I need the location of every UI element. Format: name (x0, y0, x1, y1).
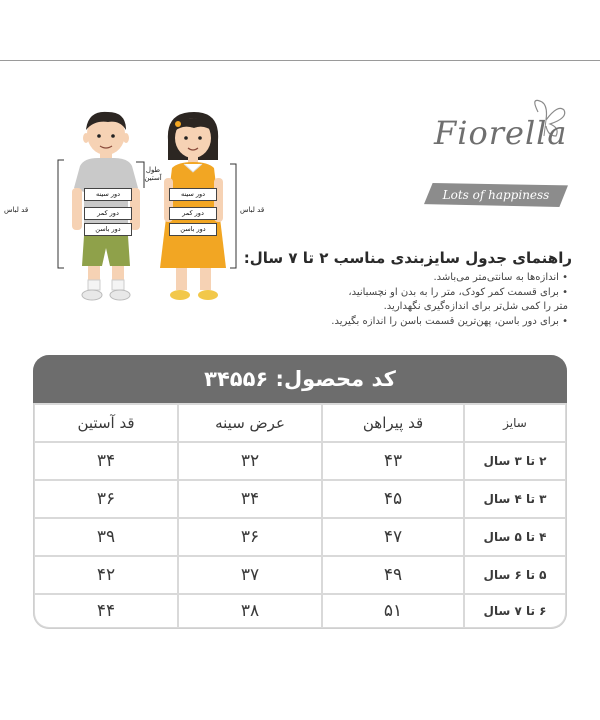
row-sleeve-length: ۴۴ (35, 595, 177, 627)
boy-length-label: قد لباس (4, 206, 29, 214)
row-dress-length: ۴۳ (323, 443, 463, 479)
row-dress-length: ۴۷ (323, 519, 463, 555)
sleeve-length-label: طول آستین (144, 166, 162, 182)
girl-waist-tag: دور کمر (169, 207, 217, 220)
row-size: ۶ تا ۷ سال (465, 595, 565, 627)
row-sleeve-length: ۳۴ (35, 443, 177, 479)
boy-chest-tag: دور سینه (84, 188, 132, 201)
row-size: ۵ تا ۶ سال (465, 557, 565, 593)
table-header-band (33, 355, 567, 403)
row-sleeve-length: ۳۶ (35, 481, 177, 517)
row-chest-width: ۳۶ (179, 519, 321, 555)
girl-chest-tag: دور سینه (169, 188, 217, 201)
brand-tagline: Lots of happiness (442, 188, 550, 202)
row-sleeve-length: ۳۹ (35, 519, 177, 555)
row-chest-width: ۳۲ (179, 443, 321, 479)
row-size: ۲ تا ۳ سال (465, 443, 565, 479)
note-line: • برای قسمت کمر کودک، متر را به بدن او نچسبانید، (348, 286, 568, 298)
boy-figure (72, 112, 140, 300)
row-dress-length: ۴۵ (323, 481, 463, 517)
header-dress-length: قد پیراهن (323, 405, 463, 441)
size-illustration (4, 108, 266, 306)
size-table (33, 355, 567, 629)
girl-length-label: قد لباس (240, 206, 265, 214)
row-dress-length: ۵۱ (323, 595, 463, 627)
girl-figure (160, 112, 226, 300)
boy-waist-tag: دور کمر (84, 207, 132, 220)
row-chest-width: ۳۴ (179, 481, 321, 517)
row-size: ۴ تا ۵ سال (465, 519, 565, 555)
table-grid (33, 403, 567, 629)
top-divider (0, 60, 600, 61)
guide-title: راهنمای جدول سایزبندی مناسب ۲ تا ۷ سال: (243, 249, 572, 267)
row-size: ۳ تا ۴ سال (465, 481, 565, 517)
note-line: متر را کمی شل‌تر برای اندازه‌گیری نگهدارید. (383, 301, 568, 312)
brand-name: Fiorella (434, 114, 568, 152)
boy-hip-tag: دور باسن (84, 223, 132, 236)
product-code: کد محصول: ۳۴۵۵۶ (204, 367, 396, 391)
note-line: • برای دور باسن، پهن‌ترین قسمت باسن را اندازه بگیرید. (331, 315, 568, 327)
guide-notes (268, 271, 568, 329)
header-size: سایز (465, 405, 565, 441)
note-line: • اندازه‌ها به سانتی‌متر می‌باشد. (433, 272, 568, 283)
row-chest-width: ۳۸ (179, 595, 321, 627)
row-sleeve-length: ۴۲ (35, 557, 177, 593)
row-dress-length: ۴۹ (323, 557, 463, 593)
row-chest-width: ۳۷ (179, 557, 321, 593)
children-illustration (28, 108, 266, 306)
header-chest-width: عرض سینه (179, 405, 321, 441)
header-sleeve-length: قد آستین (35, 405, 177, 441)
girl-hip-tag: دور باسن (169, 223, 217, 236)
